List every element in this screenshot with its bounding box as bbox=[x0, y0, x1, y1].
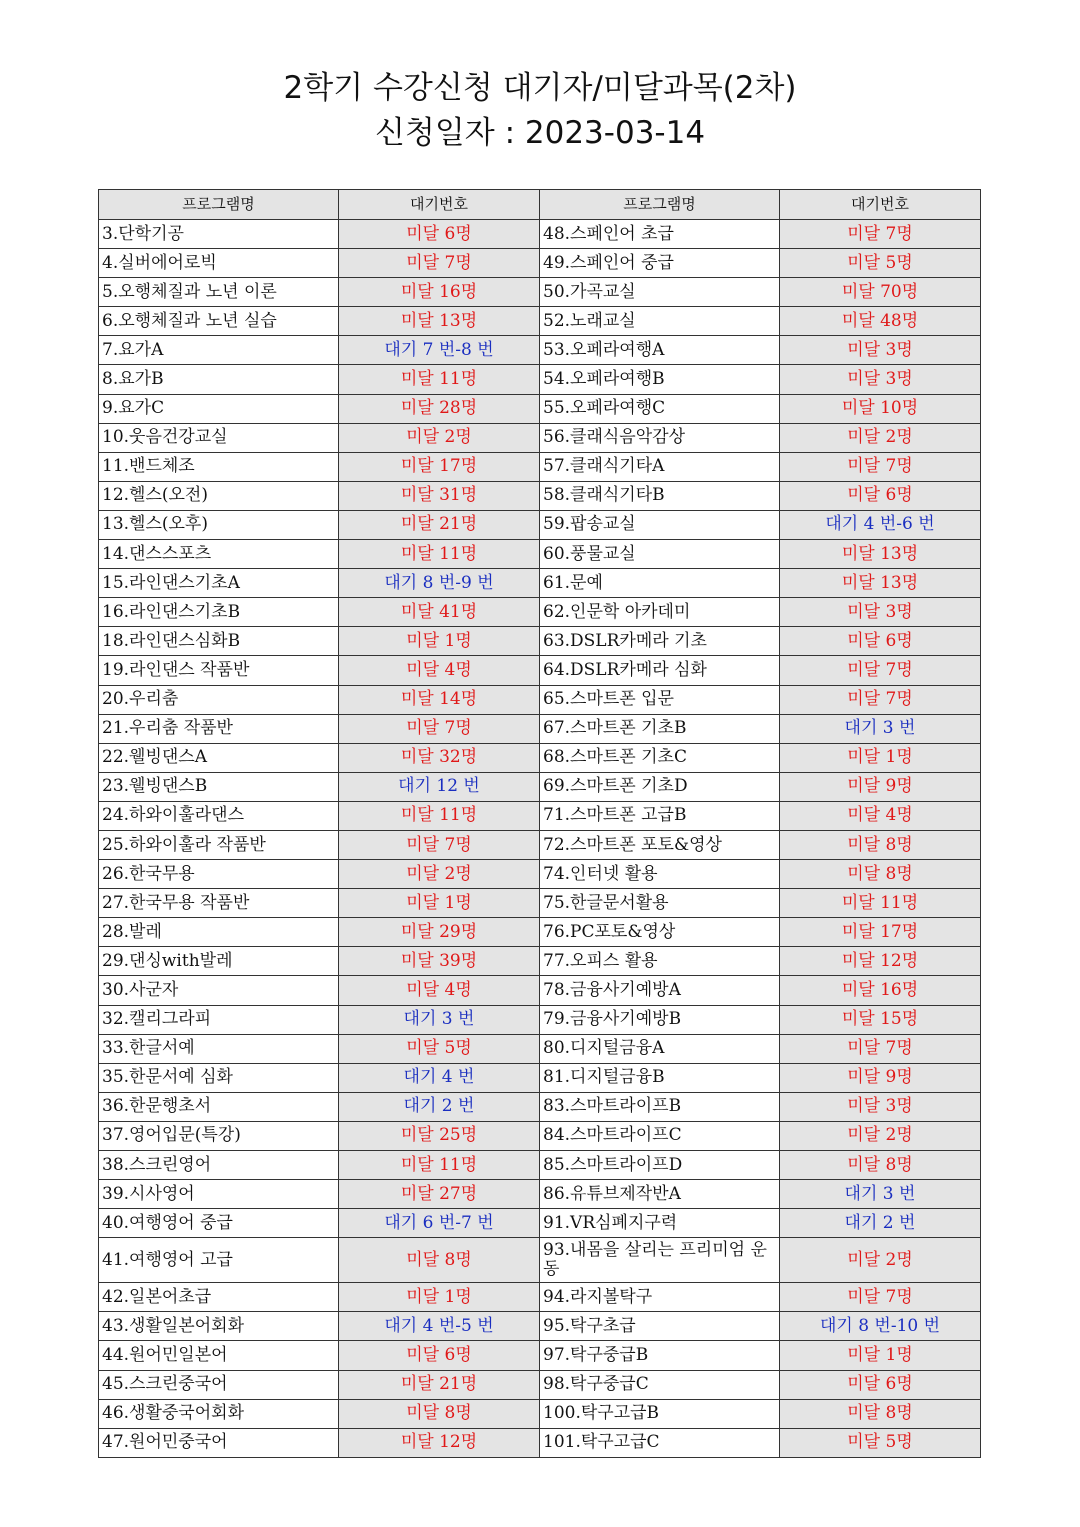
wait-status-cell: 미달 8명 bbox=[339, 1399, 540, 1428]
program-name-cell: 45.스크린중국어 bbox=[99, 1370, 339, 1399]
wait-status-cell: 미달 17명 bbox=[339, 452, 540, 481]
wait-status-cell: 미달 31명 bbox=[339, 481, 540, 510]
wait-status-cell: 미달 15명 bbox=[780, 1005, 981, 1034]
wait-status-cell: 미달 32명 bbox=[339, 743, 540, 772]
table-row bbox=[99, 452, 981, 481]
program-name-cell: 33.한글서예 bbox=[99, 1034, 339, 1063]
wait-status-cell: 미달 8명 bbox=[339, 1238, 540, 1283]
wait-status-cell: 미달 8명 bbox=[780, 1151, 981, 1180]
program-name-cell: 77.오피스 활용 bbox=[540, 947, 780, 976]
program-name-cell: 56.클래식음악감상 bbox=[540, 423, 780, 452]
wait-status-cell: 미달 7명 bbox=[339, 249, 540, 278]
table-row bbox=[99, 801, 981, 830]
program-name-cell: 46.생활중국어회화 bbox=[99, 1399, 339, 1428]
table-row bbox=[99, 1238, 981, 1283]
program-name-cell: 36.한문행초서 bbox=[99, 1092, 339, 1121]
wait-status-cell: 미달 3명 bbox=[780, 365, 981, 394]
program-name-cell: 12.헬스(오전) bbox=[99, 481, 339, 510]
program-name-cell: 47.원어민중국어 bbox=[99, 1428, 339, 1457]
program-name-cell: 14.댄스스포츠 bbox=[99, 540, 339, 569]
program-name-cell: 84.스마트라이프C bbox=[540, 1121, 780, 1150]
program-name-cell: 58.클래식기타B bbox=[540, 481, 780, 510]
table-row bbox=[99, 1370, 981, 1399]
program-name-cell: 54.오페라여행B bbox=[540, 365, 780, 394]
wait-status-cell: 대기 4 번-5 번 bbox=[339, 1312, 540, 1341]
program-name-cell: 15.라인댄스기초A bbox=[99, 569, 339, 598]
wait-status-cell: 미달 28명 bbox=[339, 394, 540, 423]
wait-status-cell: 미달 5명 bbox=[339, 1034, 540, 1063]
program-name-cell: 27.한국무용 작품반 bbox=[99, 889, 339, 918]
program-name-cell: 63.DSLR카메라 기초 bbox=[540, 627, 780, 656]
table-row bbox=[99, 307, 981, 336]
wait-status-cell: 미달 7명 bbox=[780, 1034, 981, 1063]
table-row bbox=[99, 976, 981, 1005]
program-name-cell: 60.풍물교실 bbox=[540, 540, 780, 569]
table-row bbox=[99, 1312, 981, 1341]
program-name-cell: 6.오행체질과 노년 실습 bbox=[99, 307, 339, 336]
table-row bbox=[99, 830, 981, 859]
wait-status-cell: 대기 12 번 bbox=[339, 772, 540, 801]
program-name-cell: 35.한문서예 심화 bbox=[99, 1063, 339, 1092]
program-name-cell: 10.웃음건강교실 bbox=[99, 423, 339, 452]
program-name-cell: 4.실버에어로빅 bbox=[99, 249, 339, 278]
program-name-cell: 28.발레 bbox=[99, 918, 339, 947]
table-row bbox=[99, 743, 981, 772]
wait-status-cell: 미달 25명 bbox=[339, 1121, 540, 1150]
wait-status-cell: 대기 3 번 bbox=[780, 1180, 981, 1209]
wait-status-cell: 미달 17명 bbox=[780, 918, 981, 947]
wait-status-cell: 미달 9명 bbox=[780, 772, 981, 801]
wait-status-cell: 미달 21명 bbox=[339, 510, 540, 539]
program-name-cell: 98.탁구중급C bbox=[540, 1370, 780, 1399]
program-name-cell: 72.스마트폰 포토&영상 bbox=[540, 830, 780, 859]
table-row bbox=[99, 685, 981, 714]
program-name-cell: 100.탁구고급B bbox=[540, 1399, 780, 1428]
table-row bbox=[99, 423, 981, 452]
program-name-cell: 68.스마트폰 기초C bbox=[540, 743, 780, 772]
wait-status-cell: 미달 10명 bbox=[780, 394, 981, 423]
wait-status-cell: 미달 29명 bbox=[339, 918, 540, 947]
table-row bbox=[99, 1399, 981, 1428]
table-row bbox=[99, 918, 981, 947]
wait-status-cell: 미달 7명 bbox=[780, 656, 981, 685]
program-name-cell: 93.내몸을 살리는 프리미엄 운동 bbox=[540, 1238, 780, 1283]
table-row bbox=[99, 1341, 981, 1370]
program-name-cell: 57.클래식기타A bbox=[540, 452, 780, 481]
program-name-cell: 22.웰빙댄스A bbox=[99, 743, 339, 772]
wait-status-cell: 대기 2 번 bbox=[339, 1092, 540, 1121]
program-name-cell: 23.웰빙댄스B bbox=[99, 772, 339, 801]
program-name-cell: 71.스마트폰 고급B bbox=[540, 801, 780, 830]
wait-status-cell: 미달 14명 bbox=[339, 685, 540, 714]
program-name-cell: 59.팝송교실 bbox=[540, 510, 780, 539]
wait-status-cell: 미달 3명 bbox=[780, 598, 981, 627]
header-wait-number-left: 대기번호 bbox=[339, 190, 540, 220]
program-name-cell: 61.문예 bbox=[540, 569, 780, 598]
program-name-cell: 95.탁구초급 bbox=[540, 1312, 780, 1341]
program-name-cell: 20.우리춤 bbox=[99, 685, 339, 714]
wait-status-cell: 미달 1명 bbox=[339, 889, 540, 918]
wait-status-cell: 미달 12명 bbox=[339, 1428, 540, 1457]
table-row bbox=[99, 569, 981, 598]
program-name-cell: 11.밴드체조 bbox=[99, 452, 339, 481]
program-name-cell: 37.영어입문(특강) bbox=[99, 1121, 339, 1150]
header-wait-number-right: 대기번호 bbox=[780, 190, 981, 220]
program-name-cell: 5.오행체질과 노년 이론 bbox=[99, 278, 339, 307]
wait-status-cell: 미달 7명 bbox=[780, 452, 981, 481]
application-date: 신청일자 : 2023-03-14 bbox=[374, 115, 706, 151]
wait-status-cell: 미달 13명 bbox=[780, 569, 981, 598]
wait-status-cell: 미달 7명 bbox=[780, 685, 981, 714]
program-name-cell: 42.일본어초급 bbox=[99, 1283, 339, 1312]
wait-status-cell: 미달 7명 bbox=[339, 714, 540, 743]
wait-status-cell: 미달 48명 bbox=[780, 307, 981, 336]
program-name-cell: 40.여행영어 중급 bbox=[99, 1209, 339, 1238]
wait-status-cell: 미달 7명 bbox=[339, 830, 540, 859]
program-name-cell: 78.금융사기예방A bbox=[540, 976, 780, 1005]
table-header-row bbox=[99, 190, 981, 220]
wait-status-cell: 미달 2명 bbox=[780, 423, 981, 452]
table-row bbox=[99, 772, 981, 801]
program-name-cell: 39.시사영어 bbox=[99, 1180, 339, 1209]
wait-status-cell: 대기 8 번-9 번 bbox=[339, 569, 540, 598]
wait-status-cell: 미달 1명 bbox=[780, 743, 981, 772]
program-name-cell: 86.유튜브제작반A bbox=[540, 1180, 780, 1209]
wait-status-cell: 미달 70명 bbox=[780, 278, 981, 307]
header-program-name-right: 프로그램명 bbox=[540, 190, 780, 220]
wait-status-cell: 미달 6명 bbox=[780, 1370, 981, 1399]
wait-status-cell: 미달 6명 bbox=[780, 627, 981, 656]
program-name-cell: 50.가곡교실 bbox=[540, 278, 780, 307]
program-name-cell: 67.스마트폰 기초B bbox=[540, 714, 780, 743]
wait-status-cell: 미달 21명 bbox=[339, 1370, 540, 1399]
program-name-cell: 29.댄싱with발레 bbox=[99, 947, 339, 976]
program-name-cell: 64.DSLR카메라 심화 bbox=[540, 656, 780, 685]
table-row bbox=[99, 889, 981, 918]
program-name-cell: 8.요가B bbox=[99, 365, 339, 394]
wait-status-cell: 미달 8명 bbox=[780, 830, 981, 859]
program-name-cell: 80.디지털금융A bbox=[540, 1034, 780, 1063]
program-name-cell: 38.스크린영어 bbox=[99, 1151, 339, 1180]
wait-status-cell: 미달 1명 bbox=[339, 1283, 540, 1312]
table-row bbox=[99, 540, 981, 569]
program-name-cell: 91.VR심폐지구력 bbox=[540, 1209, 780, 1238]
table-row bbox=[99, 1034, 981, 1063]
wait-status-cell: 미달 4명 bbox=[339, 656, 540, 685]
wait-status-cell: 미달 6명 bbox=[780, 481, 981, 510]
wait-status-cell: 미달 3명 bbox=[780, 1092, 981, 1121]
wait-status-cell: 미달 13명 bbox=[780, 540, 981, 569]
table-row bbox=[99, 1283, 981, 1312]
wait-status-cell: 미달 6명 bbox=[339, 220, 540, 249]
wait-status-cell: 대기 6 번-7 번 bbox=[339, 1209, 540, 1238]
wait-status-cell: 대기 4 번 bbox=[339, 1063, 540, 1092]
program-name-cell: 24.하와이훌라댄스 bbox=[99, 801, 339, 830]
wait-status-cell: 미달 16명 bbox=[339, 278, 540, 307]
table-row bbox=[99, 947, 981, 976]
program-name-cell: 49.스페인어 중급 bbox=[540, 249, 780, 278]
table-row bbox=[99, 714, 981, 743]
table-row bbox=[99, 336, 981, 365]
program-name-cell: 44.원어민일본어 bbox=[99, 1341, 339, 1370]
wait-status-cell: 미달 2명 bbox=[780, 1238, 981, 1283]
document-title: 2학기 수강신청 대기자/미달과목(2차) bbox=[283, 70, 797, 106]
program-name-cell: 48.스페인어 초급 bbox=[540, 220, 780, 249]
program-name-cell: 43.생활일본어회화 bbox=[99, 1312, 339, 1341]
table-row bbox=[99, 249, 981, 278]
program-name-cell: 53.오페라여행A bbox=[540, 336, 780, 365]
program-name-cell: 76.PC포토&영상 bbox=[540, 918, 780, 947]
table-row bbox=[99, 1063, 981, 1092]
program-name-cell: 13.헬스(오후) bbox=[99, 510, 339, 539]
program-name-cell: 75.한글문서활용 bbox=[540, 889, 780, 918]
wait-status-cell: 미달 16명 bbox=[780, 976, 981, 1005]
program-name-cell: 18.라인댄스심화B bbox=[99, 627, 339, 656]
program-name-cell: 101.탁구고급C bbox=[540, 1428, 780, 1457]
wait-status-cell: 대기 3 번 bbox=[780, 714, 981, 743]
program-name-cell: 69.스마트폰 기초D bbox=[540, 772, 780, 801]
table-row bbox=[99, 1428, 981, 1457]
table-row bbox=[99, 1151, 981, 1180]
wait-status-cell: 미달 3명 bbox=[780, 336, 981, 365]
wait-status-cell: 미달 9명 bbox=[780, 1063, 981, 1092]
wait-status-cell: 대기 7 번-8 번 bbox=[339, 336, 540, 365]
program-name-cell: 9.요가C bbox=[99, 394, 339, 423]
table-row bbox=[99, 1121, 981, 1150]
wait-status-cell: 미달 1명 bbox=[339, 627, 540, 656]
program-name-cell: 25.하와이훌라 작품반 bbox=[99, 830, 339, 859]
wait-status-cell: 대기 3 번 bbox=[339, 1005, 540, 1034]
wait-status-cell: 미달 5명 bbox=[780, 1428, 981, 1457]
program-name-cell: 3.단학기공 bbox=[99, 220, 339, 249]
table-row bbox=[99, 1092, 981, 1121]
wait-status-cell: 미달 8명 bbox=[780, 860, 981, 889]
wait-status-cell: 미달 7명 bbox=[780, 1283, 981, 1312]
program-name-cell: 74.인터넷 활용 bbox=[540, 860, 780, 889]
table-row bbox=[99, 394, 981, 423]
program-name-cell: 41.여행영어 고급 bbox=[99, 1238, 339, 1283]
table-row bbox=[99, 1209, 981, 1238]
wait-status-cell: 미달 5명 bbox=[780, 249, 981, 278]
table-row bbox=[99, 860, 981, 889]
waitlist-table bbox=[98, 189, 981, 1458]
program-name-cell: 19.라인댄스 작품반 bbox=[99, 656, 339, 685]
wait-status-cell: 미달 13명 bbox=[339, 307, 540, 336]
program-name-cell: 62.인문학 아카데미 bbox=[540, 598, 780, 627]
wait-status-cell: 미달 2명 bbox=[339, 860, 540, 889]
program-name-cell: 94.라지볼탁구 bbox=[540, 1283, 780, 1312]
wait-status-cell: 미달 11명 bbox=[339, 1151, 540, 1180]
wait-status-cell: 미달 6명 bbox=[339, 1341, 540, 1370]
wait-status-cell: 미달 8명 bbox=[780, 1399, 981, 1428]
table-row bbox=[99, 365, 981, 394]
program-name-cell: 97.탁구중급B bbox=[540, 1341, 780, 1370]
wait-status-cell: 미달 4명 bbox=[339, 976, 540, 1005]
wait-status-cell: 미달 2명 bbox=[780, 1121, 981, 1150]
table-row bbox=[99, 1005, 981, 1034]
program-name-cell: 55.오페라여행C bbox=[540, 394, 780, 423]
wait-status-cell: 미달 11명 bbox=[339, 801, 540, 830]
wait-status-cell: 미달 7명 bbox=[780, 220, 981, 249]
wait-status-cell: 미달 11명 bbox=[339, 365, 540, 394]
program-name-cell: 7.요가A bbox=[99, 336, 339, 365]
wait-status-cell: 대기 2 번 bbox=[780, 1209, 981, 1238]
wait-status-cell: 미달 41명 bbox=[339, 598, 540, 627]
table-row bbox=[99, 627, 981, 656]
program-name-cell: 65.스마트폰 입문 bbox=[540, 685, 780, 714]
program-name-cell: 79.금융사기예방B bbox=[540, 1005, 780, 1034]
program-name-cell: 16.라인댄스기초B bbox=[99, 598, 339, 627]
wait-status-cell: 미달 4명 bbox=[780, 801, 981, 830]
wait-status-cell: 대기 8 번-10 번 bbox=[780, 1312, 981, 1341]
table-row bbox=[99, 220, 981, 249]
wait-status-cell: 미달 27명 bbox=[339, 1180, 540, 1209]
wait-status-cell: 미달 12명 bbox=[780, 947, 981, 976]
program-name-cell: 81.디지털금융B bbox=[540, 1063, 780, 1092]
wait-status-cell: 미달 39명 bbox=[339, 947, 540, 976]
table-row bbox=[99, 598, 981, 627]
table-row bbox=[99, 656, 981, 685]
program-name-cell: 32.캘리그라피 bbox=[99, 1005, 339, 1034]
program-name-cell: 21.우리춤 작품반 bbox=[99, 714, 339, 743]
table-row bbox=[99, 278, 981, 307]
table-row bbox=[99, 481, 981, 510]
program-name-cell: 26.한국무용 bbox=[99, 860, 339, 889]
header-program-name-left: 프로그램명 bbox=[99, 190, 339, 220]
program-name-cell: 85.스마트라이프D bbox=[540, 1151, 780, 1180]
table-row bbox=[99, 510, 981, 539]
wait-status-cell: 미달 2명 bbox=[339, 423, 540, 452]
program-name-cell: 52.노래교실 bbox=[540, 307, 780, 336]
wait-status-cell: 미달 11명 bbox=[339, 540, 540, 569]
wait-status-cell: 미달 1명 bbox=[780, 1341, 981, 1370]
wait-status-cell: 미달 11명 bbox=[780, 889, 981, 918]
program-name-cell: 83.스마트라이프B bbox=[540, 1092, 780, 1121]
wait-status-cell: 대기 4 번-6 번 bbox=[780, 510, 981, 539]
table-row bbox=[99, 1180, 981, 1209]
program-name-cell: 30.사군자 bbox=[99, 976, 339, 1005]
